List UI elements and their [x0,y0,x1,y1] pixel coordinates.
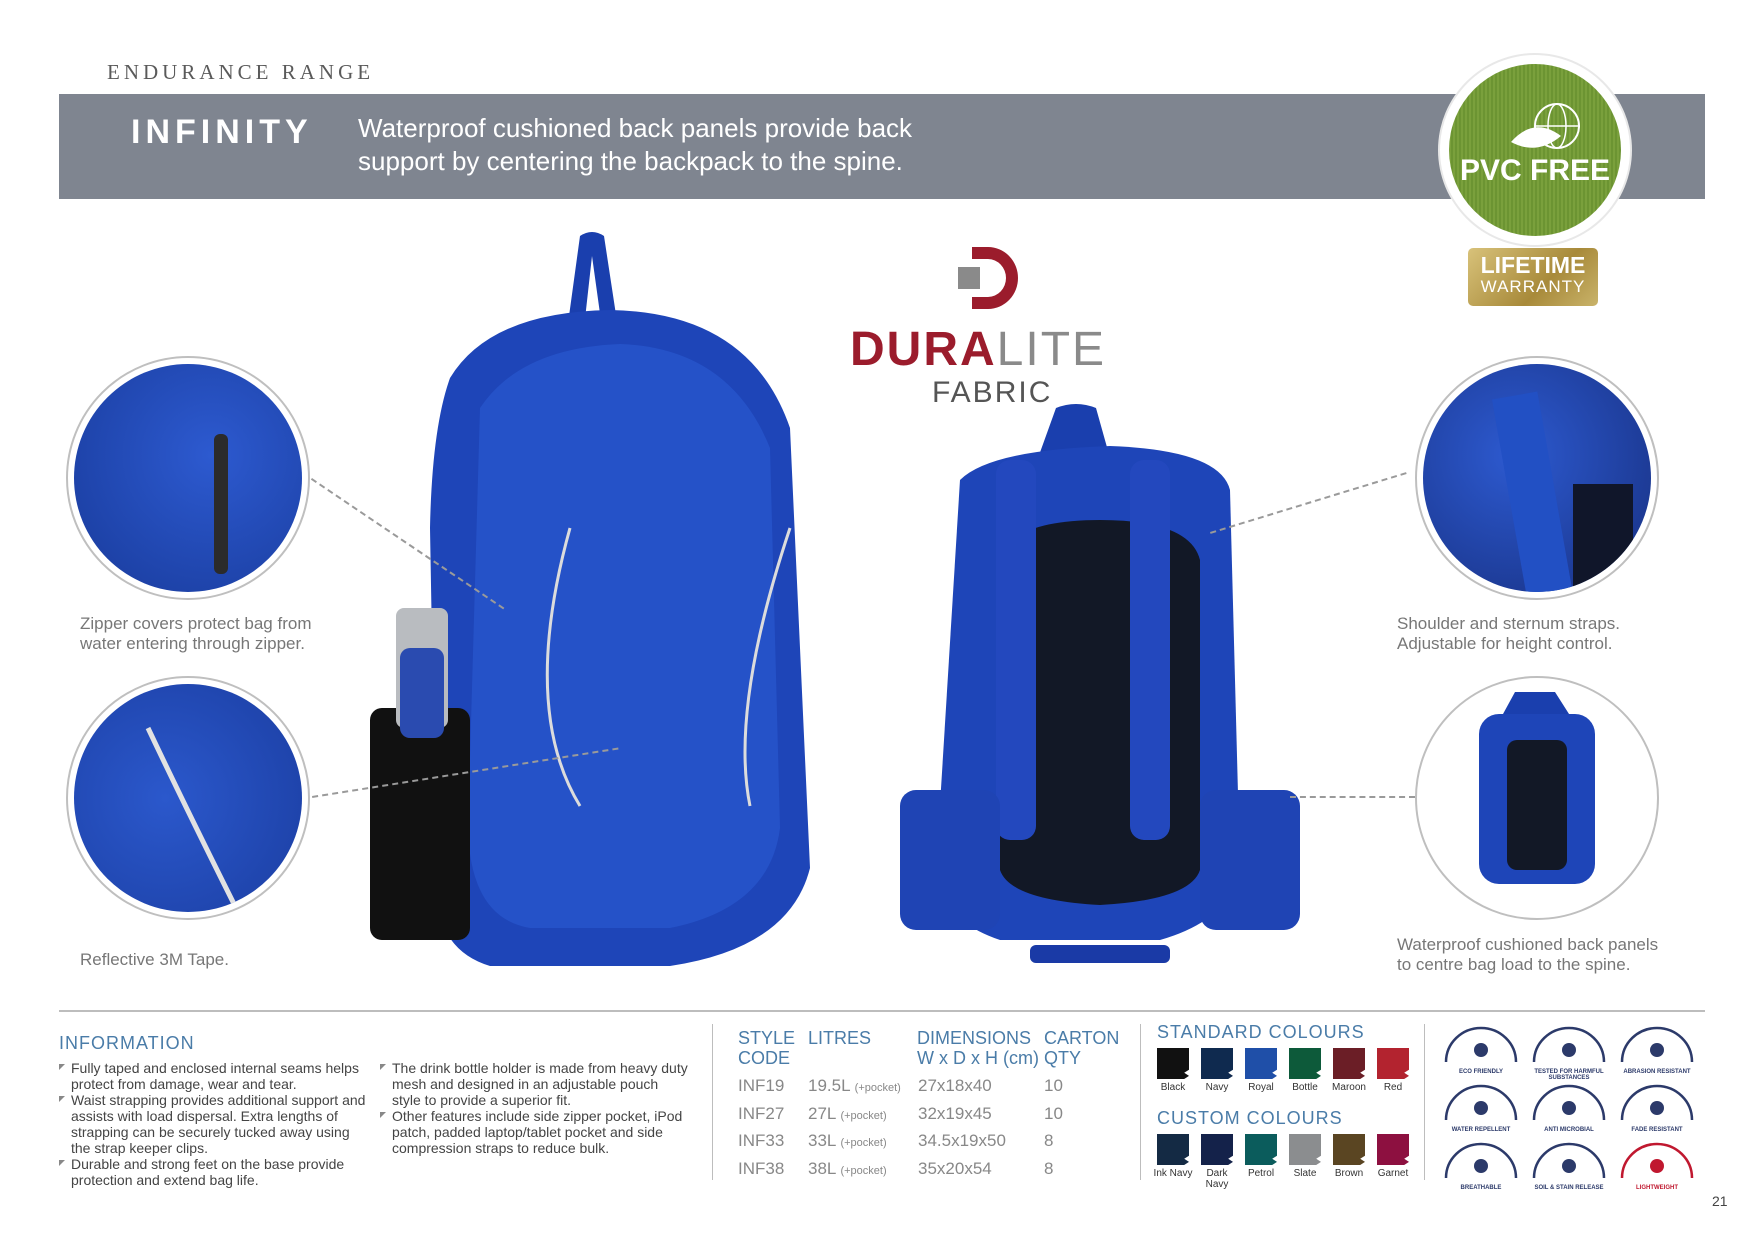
info-item: Fully taped and enclosed internal seams helps protect from damage, wear and tear. [59,1060,369,1092]
feature-icon-label: ANTI MICROBIAL [1544,1127,1594,1133]
pocket-note: (+pocket) [840,1110,887,1122]
colour-swatch-item [1153,1134,1196,1179]
colour-swatch-label: Red [1383,1082,1403,1093]
info-item: Other features include side zipper pocket, iPod patch, padded laptop/tablet pocket and side compression straps to reduce bulk. [380,1108,690,1156]
colour-swatch-label: Petrol [1247,1168,1275,1179]
litres-value: 19.5L [808,1076,850,1095]
feature-icon-item [1442,1024,1526,1075]
header-style-code [738,1028,795,1068]
colour-swatch-item [1245,1048,1284,1093]
back-panel-image [1423,684,1651,912]
colour-swatch [1201,1048,1233,1079]
fade-resistant-icon [1618,1082,1696,1122]
soil-stain-release-icon [1530,1140,1608,1180]
straps-caption-line-2: Adjustable for height control. [1397,634,1613,653]
page-number: 21 [1712,1193,1728,1209]
cell-code: INF33 [738,1131,785,1150]
duralite-wordmark [850,322,1106,377]
colour-swatch-item [1377,1134,1416,1179]
colour-swatch-item [1201,1134,1240,1190]
colour-swatch [1289,1134,1321,1165]
colour-swatch-label: Garnet [1377,1168,1409,1179]
divider-icons [1424,1024,1425,1180]
warranty-line-1: LIFETIME [1480,252,1586,278]
globe-leaf-icon [1449,64,1621,236]
feature-icon-label: ABRASION RESISTANT [1623,1069,1691,1075]
colour-swatch-item [1289,1048,1328,1093]
colour-swatch-label: Bottle [1292,1082,1318,1093]
information-list-2 [380,1060,690,1156]
colour-swatch-label: Black [1160,1082,1186,1093]
feature-icon-item [1530,1140,1614,1191]
cell-litres [808,1076,901,1096]
section-divider [59,1010,1705,1012]
feature-icon-item [1442,1082,1526,1133]
header-code: CODE [738,1048,791,1068]
cell-code: INF19 [738,1076,785,1095]
feature-icon-label: ECO FRIENDLY [1458,1069,1504,1075]
colour-swatch-label: Ink Navy [1153,1168,1193,1179]
info-item: Waist strapping provides additional support and assists with load dispersal. Extra lengths of strapping can be securely tucked away using the strap keeper clips. [59,1092,369,1156]
colour-swatch-item [1157,1048,1196,1093]
zipper-detail-circle [66,356,310,600]
cell-litres [808,1131,887,1151]
header-dims-2: W x D x H (cm) [917,1048,1039,1068]
reflective-tape-circle [66,676,310,920]
back-panel-circle [1415,676,1659,920]
zipper-detail-image [74,364,302,592]
colour-swatch [1157,1048,1189,1079]
zipper-caption-line-1: Zipper covers protect bag from [80,614,312,633]
duralite-logo-icon [958,243,1024,313]
info-item: The drink bottle holder is made from heavy duty mesh and designed in an adjustable pouch style to provide a superior fit. [380,1060,690,1108]
warranty-line-2: WARRANTY [1480,277,1586,296]
water-repellent-icon [1442,1082,1520,1122]
feature-icon-item [1530,1024,1614,1081]
lightweight-icon [1618,1140,1696,1180]
litres-value: 38L [808,1159,836,1178]
colour-swatch [1245,1048,1277,1079]
breathable-icon [1442,1140,1520,1180]
straps-detail-image [1423,364,1651,592]
abrasion-resistant-icon [1618,1024,1696,1064]
feature-icon-label: FADE RESISTANT [1631,1127,1683,1133]
divider-table-right [1140,1024,1141,1180]
colour-swatch-item [1245,1134,1284,1179]
feature-icon-item [1618,1140,1702,1191]
header-litres: LITRES [808,1028,872,1048]
info-item: Durable and strong feet on the base provide protection and extend bag life. [59,1156,369,1188]
tested-substances-icon [1530,1024,1608,1064]
header-carton-qty [1044,1028,1119,1068]
pvc-free-text: PVC FREE [1459,154,1611,187]
straps-detail-circle [1415,356,1659,600]
colour-swatch-item [1377,1048,1416,1093]
tape-caption: Reflective 3M Tape. [80,950,229,969]
header-style: STYLE [738,1028,796,1048]
header-carton: CARTON [1044,1028,1120,1048]
colour-swatch [1157,1134,1189,1165]
cell-dims: 35x20x54 [918,1159,992,1178]
cell-code: INF38 [738,1159,785,1178]
feature-icon-label: LIGHTWEIGHT [1636,1185,1678,1191]
cell-litres [808,1104,887,1124]
tagline-line-1: Waterproof cushioned back panels provide back [358,113,913,143]
litres-value: 33L [808,1131,836,1150]
zipper-caption-line-2: water entering through zipper. [80,634,305,653]
feature-icon-label: TESTED FOR HARMFUL SUBSTANCES [1534,1069,1604,1081]
colour-swatch [1377,1048,1409,1079]
back-panel-caption [1397,935,1658,975]
colour-swatch-item [1333,1048,1372,1093]
colour-swatch [1333,1048,1365,1079]
backpack-front-image [370,228,870,968]
feature-icon-label: WATER REPELLENT [1451,1127,1511,1133]
cell-dims: 27x18x40 [918,1076,992,1095]
colour-swatch [1377,1134,1409,1165]
litres-value: 27L [808,1104,836,1123]
cell-qty: 10 [1044,1076,1063,1095]
straps-caption [1397,614,1620,654]
product-tagline [358,112,1018,178]
range-label: ENDURANCE RANGE [107,60,375,84]
duralite-dura: DURA [850,323,997,376]
header-dimensions [917,1028,1039,1068]
anti-microbial-icon [1530,1082,1608,1122]
back-panel-leader-line [1290,796,1415,798]
pvc-free-badge [1440,55,1630,245]
cell-dims: 34.5x19x50 [918,1131,1006,1150]
information-list-1 [59,1060,369,1188]
cell-qty: 10 [1044,1104,1063,1123]
colour-swatch-item [1201,1048,1240,1093]
header-qty: QTY [1044,1048,1082,1068]
product-title: INFINITY [131,113,313,151]
feature-icon-item [1442,1140,1526,1191]
pocket-note: (+pocket) [840,1137,887,1149]
standard-swatches [1157,1048,1437,1098]
information-title: INFORMATION [59,1033,195,1053]
reflective-tape-image [74,684,302,912]
duralite-fabric-label: FABRIC [932,376,1053,409]
colour-swatch-label: Brown [1334,1168,1364,1179]
cell-code: INF27 [738,1104,785,1123]
pocket-note: (+pocket) [840,1165,887,1177]
back-panel-caption-line-1: Waterproof cushioned back panels [1397,935,1659,954]
standard-colours-title: STANDARD COLOURS [1157,1022,1365,1042]
lifetime-warranty-badge [1468,248,1598,306]
straps-caption-line-1: Shoulder and sternum straps. [1397,614,1621,633]
feature-icon-item [1618,1082,1702,1133]
backpack-back-image [900,400,1330,965]
feature-icon-label: BREATHABLE [1460,1185,1502,1191]
colour-swatch [1289,1048,1321,1079]
zipper-caption [80,614,311,654]
colour-swatch-label: Maroon [1332,1082,1366,1093]
feature-icon-item [1618,1024,1702,1075]
custom-swatches [1153,1134,1437,1190]
feature-icon-label: SOIL & STAIN RELEASE [1534,1185,1604,1191]
custom-colours-title: CUSTOM COLOURS [1157,1108,1343,1128]
pocket-note: (+pocket) [854,1082,901,1094]
cell-litres [808,1159,887,1179]
cell-dims: 32x19x45 [918,1104,992,1123]
cell-qty: 8 [1044,1131,1054,1150]
colour-swatch-item [1289,1134,1328,1179]
colour-swatch [1245,1134,1277,1165]
pvc-free-seal [1449,64,1621,236]
cell-qty: 8 [1044,1159,1054,1178]
feature-icon-item [1530,1082,1614,1133]
colour-swatch [1201,1134,1233,1165]
colour-swatch-item [1333,1134,1372,1179]
colour-swatch-label: Navy [1205,1082,1229,1093]
divider-table-left [712,1024,713,1180]
colour-swatch-label: Dark Navy [1205,1168,1229,1190]
colour-swatch-label: Royal [1248,1082,1274,1093]
feature-icons-grid [1442,1024,1712,1194]
header-dims-1: DIMENSIONS [917,1028,1032,1048]
colour-swatch-label: Slate [1293,1168,1317,1179]
back-panel-caption-line-2: to centre bag load to the spine. [1397,955,1631,974]
colour-swatch [1333,1134,1365,1165]
duralite-lite: LITE [996,323,1107,376]
eco-friendly-icon [1442,1024,1520,1064]
tagline-line-2: support by centering the backpack to the spine. [358,146,903,176]
